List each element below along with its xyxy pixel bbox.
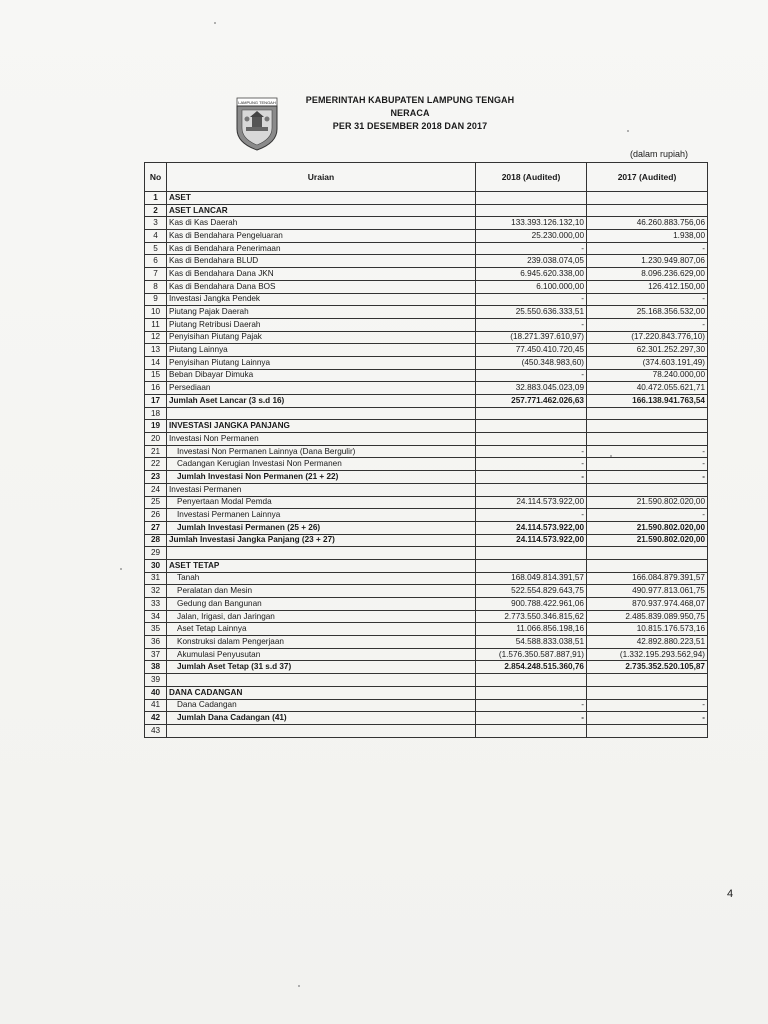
table-row — [145, 572, 708, 585]
row-value-2018 — [476, 724, 587, 737]
table-row — [145, 509, 708, 522]
row-number: 37 — [145, 648, 167, 661]
row-description: Kas di Bendahara Dana JKN — [167, 268, 476, 281]
row-value-2018: 25.550.636.333,51 — [476, 306, 587, 319]
row-description: ASET TETAP — [167, 559, 476, 572]
row-value-2017: - — [587, 293, 708, 306]
row-description: Penyertaan Modal Pemda — [167, 496, 476, 509]
row-value-2017: 10.815.176.573,16 — [587, 623, 708, 636]
scan-speck — [120, 568, 122, 570]
row-value-2018: - — [476, 293, 587, 306]
row-description: Aset Tetap Lainnya — [167, 623, 476, 636]
table-row — [145, 661, 708, 674]
table-row — [145, 547, 708, 560]
page-number: 4 — [727, 888, 734, 900]
row-number: 35 — [145, 623, 167, 636]
row-number: 3 — [145, 217, 167, 230]
document-header — [300, 94, 520, 133]
table-row — [145, 356, 708, 369]
row-number: 41 — [145, 699, 167, 712]
row-description: Akumulasi Penyusutan — [167, 648, 476, 661]
row-value-2017: - — [587, 471, 708, 484]
row-number: 43 — [145, 724, 167, 737]
row-number: 30 — [145, 559, 167, 572]
row-value-2017 — [587, 674, 708, 687]
row-value-2017: (1.332.195.293.562,94) — [587, 648, 708, 661]
table-row — [145, 395, 708, 408]
row-value-2018: 900.788.422.961,06 — [476, 598, 587, 611]
row-number: 13 — [145, 344, 167, 357]
row-value-2017 — [587, 192, 708, 205]
table-row — [145, 534, 708, 547]
header-description: Uraian — [167, 163, 476, 192]
row-value-2018: 257.771.462.026,63 — [476, 395, 587, 408]
row-description: Peralatan dan Mesin — [167, 585, 476, 598]
row-description: Kas di Bendahara Dana BOS — [167, 280, 476, 293]
row-value-2018: (1.576.350.587.887,91) — [476, 648, 587, 661]
table-row — [145, 369, 708, 382]
row-number: 14 — [145, 356, 167, 369]
table-row — [145, 306, 708, 319]
row-value-2018: 239.038.074,05 — [476, 255, 587, 268]
row-value-2017: - — [587, 318, 708, 331]
row-description: Gedung dan Bangunan — [167, 598, 476, 611]
row-number: 33 — [145, 598, 167, 611]
row-value-2017 — [587, 420, 708, 433]
row-value-2017: 1.938,00 — [587, 230, 708, 243]
row-value-2018: - — [476, 471, 587, 484]
row-value-2018: - — [476, 509, 587, 522]
row-value-2017 — [587, 433, 708, 446]
row-value-2018: - — [476, 242, 587, 255]
table-row — [145, 344, 708, 357]
row-description: Konstruksi dalam Pengerjaan — [167, 636, 476, 649]
row-value-2017: - — [587, 712, 708, 725]
table-row — [145, 192, 708, 205]
row-value-2017: 2.485.839.089.950,75 — [587, 610, 708, 623]
table-row — [145, 598, 708, 611]
row-description: Jumlah Dana Cadangan (41) — [167, 712, 476, 725]
header-2018: 2018 (Audited) — [476, 163, 587, 192]
row-description: Investasi Permanen — [167, 483, 476, 496]
row-number: 12 — [145, 331, 167, 344]
row-description: Investasi Jangka Pendek — [167, 293, 476, 306]
scan-speck — [298, 985, 300, 987]
row-number: 26 — [145, 509, 167, 522]
row-description: Investasi Permanen Lainnya — [167, 509, 476, 522]
header-report-title: NERACA — [390, 108, 430, 118]
row-description: Kas di Kas Daerah — [167, 217, 476, 230]
row-number: 24 — [145, 483, 167, 496]
row-value-2017: 46.260.883.756,06 — [587, 217, 708, 230]
table-row — [145, 636, 708, 649]
row-number: 17 — [145, 395, 167, 408]
row-description — [167, 724, 476, 737]
row-description: DANA CADANGAN — [167, 686, 476, 699]
table-row — [145, 699, 708, 712]
row-value-2017: 490.977.813.061,75 — [587, 585, 708, 598]
row-value-2018 — [476, 674, 587, 687]
row-value-2017: 21.590.802.020,00 — [587, 496, 708, 509]
row-value-2018: 2.854.248.515.360,76 — [476, 661, 587, 674]
row-description: Investasi Non Permanen Lainnya (Dana Bergulir) — [167, 445, 476, 458]
scan-speck — [627, 130, 629, 132]
table-row — [145, 382, 708, 395]
row-number: 38 — [145, 661, 167, 674]
row-number: 28 — [145, 534, 167, 547]
row-description: Jumlah Investasi Jangka Panjang (23 + 27) — [167, 534, 476, 547]
table-row — [145, 521, 708, 534]
table-row — [145, 724, 708, 737]
row-description: INVESTASI JANGKA PANJANG — [167, 420, 476, 433]
row-value-2018: 77.450.410.720,45 — [476, 344, 587, 357]
row-value-2017: 62.301.252.297,30 — [587, 344, 708, 357]
row-description — [167, 674, 476, 687]
row-number: 25 — [145, 496, 167, 509]
row-value-2018: 54.588.833.038,51 — [476, 636, 587, 649]
row-value-2017: - — [587, 699, 708, 712]
row-number: 20 — [145, 433, 167, 446]
header-government: PEMERINTAH KABUPATEN LAMPUNG TENGAH — [305, 95, 515, 105]
row-description: Penyisihan Piutang Lainnya — [167, 356, 476, 369]
row-number: 4 — [145, 230, 167, 243]
row-value-2018 — [476, 433, 587, 446]
row-value-2018 — [476, 420, 587, 433]
row-number: 23 — [145, 471, 167, 484]
table-row — [145, 496, 708, 509]
row-value-2018: 2.773.550.346.815,62 — [476, 610, 587, 623]
row-description: Piutang Pajak Daerah — [167, 306, 476, 319]
row-description: Investasi Non Permanen — [167, 433, 476, 446]
row-number: 7 — [145, 268, 167, 281]
row-description: Dana Cadangan — [167, 699, 476, 712]
row-value-2018 — [476, 204, 587, 217]
row-value-2017 — [587, 407, 708, 420]
row-value-2018 — [476, 192, 587, 205]
row-value-2017: 21.590.802.020,00 — [587, 521, 708, 534]
row-value-2017: 78.240.000,00 — [587, 369, 708, 382]
table-row — [145, 420, 708, 433]
row-value-2017: (374.603.191,49) — [587, 356, 708, 369]
row-value-2018 — [476, 559, 587, 572]
row-value-2017 — [587, 559, 708, 572]
row-value-2017: 1.230.949.807,06 — [587, 255, 708, 268]
row-number: 27 — [145, 521, 167, 534]
row-number: 40 — [145, 686, 167, 699]
table-row — [145, 280, 708, 293]
currency-unit-note: (dalam rupiah) — [630, 149, 689, 159]
scan-speck — [610, 455, 612, 457]
row-number: 21 — [145, 445, 167, 458]
table-row — [145, 217, 708, 230]
table-row — [145, 331, 708, 344]
table-row — [145, 712, 708, 725]
row-value-2018 — [476, 407, 587, 420]
row-description: Kas di Bendahara Pengeluaran — [167, 230, 476, 243]
row-number: 36 — [145, 636, 167, 649]
row-description: Kas di Bendahara Penerimaan — [167, 242, 476, 255]
row-value-2018: 6.945.620.338,00 — [476, 268, 587, 281]
table-header-row — [145, 163, 708, 192]
row-value-2017: 21.590.802.020,00 — [587, 534, 708, 547]
header-period: PER 31 DESEMBER 2018 DAN 2017 — [332, 121, 488, 131]
row-description: Jalan, Irigasi, dan Jaringan — [167, 610, 476, 623]
row-number: 10 — [145, 306, 167, 319]
row-value-2017 — [587, 686, 708, 699]
table-row — [145, 585, 708, 598]
row-value-2018: 32.883.045.023,09 — [476, 382, 587, 395]
row-number: 29 — [145, 547, 167, 560]
table-row — [145, 648, 708, 661]
table-row — [145, 674, 708, 687]
row-value-2017: 166.084.879.391,57 — [587, 572, 708, 585]
balance-sheet-table — [144, 162, 708, 738]
row-description: Kas di Bendahara BLUD — [167, 255, 476, 268]
row-value-2017: 8.096.236.629,00 — [587, 268, 708, 281]
row-value-2017: 126.412.150,00 — [587, 280, 708, 293]
row-value-2018: 25.230.000,00 — [476, 230, 587, 243]
row-value-2017 — [587, 547, 708, 560]
row-value-2017: - — [587, 509, 708, 522]
row-value-2018: 24.114.573.922,00 — [476, 534, 587, 547]
table-row — [145, 445, 708, 458]
header-no: No — [145, 163, 167, 192]
row-number: 18 — [145, 407, 167, 420]
row-number: 22 — [145, 458, 167, 471]
row-number: 16 — [145, 382, 167, 395]
row-description: Cadangan Kerugian Investasi Non Permanen — [167, 458, 476, 471]
row-value-2018 — [476, 483, 587, 496]
row-value-2017 — [587, 483, 708, 496]
table-row — [145, 458, 708, 471]
row-description: ASET LANCAR — [167, 204, 476, 217]
row-value-2017: (17.220.843.776,10) — [587, 331, 708, 344]
row-description: Piutang Lainnya — [167, 344, 476, 357]
table-body — [145, 192, 708, 738]
row-number: 34 — [145, 610, 167, 623]
row-description: Beban Dibayar Dimuka — [167, 369, 476, 382]
table-row — [145, 471, 708, 484]
header-2017: 2017 (Audited) — [587, 163, 708, 192]
table-row — [145, 318, 708, 331]
row-value-2017 — [587, 724, 708, 737]
row-value-2018: - — [476, 318, 587, 331]
row-value-2018: 522.554.829.643,75 — [476, 585, 587, 598]
row-value-2018: (450.348.983,60) — [476, 356, 587, 369]
row-value-2018: 133.393.126.132,10 — [476, 217, 587, 230]
row-number: 9 — [145, 293, 167, 306]
row-value-2018: 11.066.856.198,16 — [476, 623, 587, 636]
row-value-2017: - — [587, 458, 708, 471]
table-row — [145, 255, 708, 268]
row-number: 19 — [145, 420, 167, 433]
row-number: 5 — [145, 242, 167, 255]
row-number: 2 — [145, 204, 167, 217]
row-value-2018: (18.271.397.610,97) — [476, 331, 587, 344]
table-row — [145, 559, 708, 572]
emblem-caption: LAMPUNG TENGAH — [238, 100, 276, 105]
row-value-2018: 24.114.573.922,00 — [476, 521, 587, 534]
row-number: 31 — [145, 572, 167, 585]
row-value-2017: 25.168.356.532,00 — [587, 306, 708, 319]
row-value-2017: 166.138.941.763,54 — [587, 395, 708, 408]
row-value-2017: - — [587, 445, 708, 458]
row-value-2018 — [476, 686, 587, 699]
row-value-2018 — [476, 547, 587, 560]
table-row — [145, 623, 708, 636]
table-row — [145, 483, 708, 496]
row-number: 8 — [145, 280, 167, 293]
row-number: 39 — [145, 674, 167, 687]
table-row — [145, 686, 708, 699]
row-value-2018: 24.114.573.922,00 — [476, 496, 587, 509]
row-value-2017: 42.892.880.223,51 — [587, 636, 708, 649]
table-row — [145, 433, 708, 446]
table-row — [145, 407, 708, 420]
row-value-2018: 168.049.814.391,57 — [476, 572, 587, 585]
row-value-2018: - — [476, 712, 587, 725]
row-description: Tanah — [167, 572, 476, 585]
row-value-2017: 870.937.974.468,07 — [587, 598, 708, 611]
table-row — [145, 293, 708, 306]
row-description: Jumlah Investasi Permanen (25 + 26) — [167, 521, 476, 534]
table-row — [145, 268, 708, 281]
row-description: Jumlah Aset Lancar (3 s.d 16) — [167, 395, 476, 408]
table-row — [145, 230, 708, 243]
row-value-2018: 6.100.000,00 — [476, 280, 587, 293]
row-number: 11 — [145, 318, 167, 331]
row-value-2017: 2.735.352.520.105,87 — [587, 661, 708, 674]
regency-emblem-icon — [233, 97, 281, 151]
row-number: 1 — [145, 192, 167, 205]
row-value-2018: - — [476, 458, 587, 471]
table-row — [145, 610, 708, 623]
row-description: Piutang Retribusi Daerah — [167, 318, 476, 331]
row-value-2017 — [587, 204, 708, 217]
row-value-2018: - — [476, 445, 587, 458]
row-description: Jumlah Aset Tetap (31 s.d 37) — [167, 661, 476, 674]
row-description: ASET — [167, 192, 476, 205]
row-description — [167, 547, 476, 560]
table-row — [145, 242, 708, 255]
row-value-2018: - — [476, 369, 587, 382]
row-value-2017: - — [587, 242, 708, 255]
row-number: 32 — [145, 585, 167, 598]
row-description: Penyisihan Piutang Pajak — [167, 331, 476, 344]
row-value-2018: - — [476, 699, 587, 712]
row-value-2017: 40.472.055.621,71 — [587, 382, 708, 395]
row-number: 15 — [145, 369, 167, 382]
row-number: 42 — [145, 712, 167, 725]
row-number: 6 — [145, 255, 167, 268]
row-description: Persediaan — [167, 382, 476, 395]
row-description — [167, 407, 476, 420]
scan-speck — [214, 22, 216, 24]
row-description: Jumlah Investasi Non Permanen (21 + 22) — [167, 471, 476, 484]
table-row — [145, 204, 708, 217]
